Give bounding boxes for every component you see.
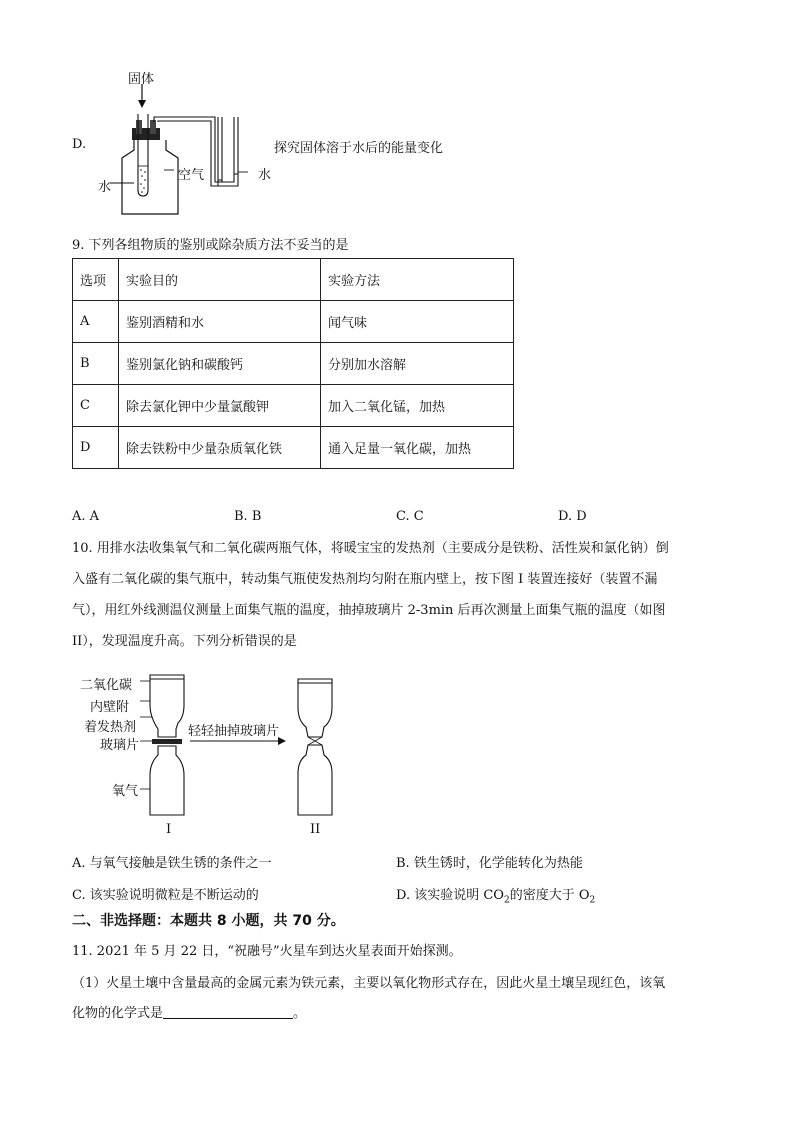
fig-label-wall2: 着发热剂 bbox=[84, 720, 137, 735]
fig-label-co2: 二氧化碳 bbox=[80, 678, 133, 693]
q11-part1-line1: （1）火星土壤中含量最高的金属元素为铁元素，主要以氧化物形式存在，因此火星土壤呈现红色，该氧 bbox=[72, 976, 666, 991]
q11-part1-line2 bbox=[72, 1002, 306, 1021]
table-cell: 除去氯化钾中少量氯酸钾 bbox=[119, 385, 321, 427]
q10-line: 气），用红外线测温仪测量上面集气瓶的温度，抽掉玻璃片 2-3min 后再次测量上面集气瓶的温度（如图 bbox=[72, 603, 666, 618]
q9-choice-c: C. C bbox=[396, 509, 424, 524]
table-row bbox=[73, 343, 514, 385]
table-cell: 鉴别氯化钠和碳酸钙 bbox=[119, 343, 321, 385]
label-water-right: 水 bbox=[258, 168, 272, 183]
fig-label-wall1: 内壁附 bbox=[90, 700, 130, 715]
option-d-caption: 探究固体溶于水后的能量变化 bbox=[274, 141, 444, 156]
table-cell: B bbox=[73, 343, 119, 385]
table-row bbox=[73, 301, 514, 343]
subscript: 2 bbox=[503, 895, 510, 906]
q9-choice-a: A. A bbox=[72, 509, 100, 524]
q9-choice-d: D. D bbox=[558, 509, 587, 524]
choice-d-text: D. 该实验说明 CO bbox=[396, 888, 504, 903]
option-d-apparatus-figure bbox=[90, 62, 280, 222]
q11-suffix: 。 bbox=[293, 1006, 307, 1021]
section-heading: 二、非选择题：本题共 8 小题，共 70 分。 bbox=[72, 913, 345, 929]
q10-stem bbox=[72, 533, 722, 657]
option-d-letter: D. bbox=[72, 137, 87, 152]
table-header-cell: 实验方法 bbox=[321, 259, 514, 301]
q10-choice-a: A. 与氧气接触是铁生锈的条件之一 bbox=[72, 856, 272, 871]
subscript: 2 bbox=[589, 895, 596, 906]
fig-label-arrow: 轻轻抽掉玻璃片 bbox=[188, 724, 280, 739]
table-cell: D bbox=[73, 427, 119, 469]
table-header-row bbox=[73, 259, 514, 301]
q10-choice-d bbox=[396, 884, 595, 906]
label-water-left: 水 bbox=[98, 180, 112, 195]
answer-blank[interactable] bbox=[163, 1004, 293, 1019]
fig-label-oxygen: 氧气 bbox=[112, 784, 139, 799]
label-air: 空气 bbox=[178, 168, 205, 183]
label-solid: 固体 bbox=[128, 72, 155, 87]
q10-line: 入盛有二氧化碳的集气瓶中，转动集气瓶使发热剂均匀附在瓶内壁上，按下图 I 装置连接好（装置不漏 bbox=[72, 572, 658, 587]
q9-stem: 9. 下列各组物质的鉴别或除杂质方法不妥当的是 bbox=[72, 238, 349, 253]
table-cell: 分别加水溶解 bbox=[321, 343, 514, 385]
q10-line: II），发现温度升高。下列分析错误的是 bbox=[72, 634, 297, 649]
fig-label-ii: II bbox=[310, 822, 321, 837]
table-cell: 除去铁粉中少量杂质氧化铁 bbox=[119, 427, 321, 469]
q10-figure bbox=[140, 665, 360, 825]
q11-prefix: 化物的化学式是 bbox=[72, 1006, 164, 1021]
q9-table bbox=[72, 258, 514, 469]
table-row bbox=[73, 427, 514, 469]
choice-d-text: 的密度大于 O bbox=[509, 888, 590, 903]
q10-line: 10. 用排水法收集氧气和二氧化碳两瓶气体，将暖宝宝的发热剂（主要成分是铁粉、活性炭和氯化钠）倒 bbox=[72, 541, 669, 556]
q11-stem: 11. 2021 年 5 月 22 日，“祝融号”火星车到达火星表面开始探测。 bbox=[72, 944, 462, 959]
table-row bbox=[73, 385, 514, 427]
table-cell: 加入二氧化锰，加热 bbox=[321, 385, 514, 427]
table-cell: C bbox=[73, 385, 119, 427]
q10-choice-c: C. 该实验说明微粒是不断运动的 bbox=[72, 888, 259, 903]
table-cell: A bbox=[73, 301, 119, 343]
table-cell: 闻气味 bbox=[321, 301, 514, 343]
table-cell: 鉴别酒精和水 bbox=[119, 301, 321, 343]
fig-label-glass: 玻璃片 bbox=[100, 738, 140, 753]
table-header-cell: 选项 bbox=[73, 259, 119, 301]
table-header-cell: 实验目的 bbox=[119, 259, 321, 301]
q9-choice-b: B. B bbox=[234, 509, 262, 524]
table-cell: 通入足量一氧化碳，加热 bbox=[321, 427, 514, 469]
q10-choice-b: B. 铁生锈时，化学能转化为热能 bbox=[396, 856, 583, 871]
fig-label-i: I bbox=[166, 822, 172, 837]
